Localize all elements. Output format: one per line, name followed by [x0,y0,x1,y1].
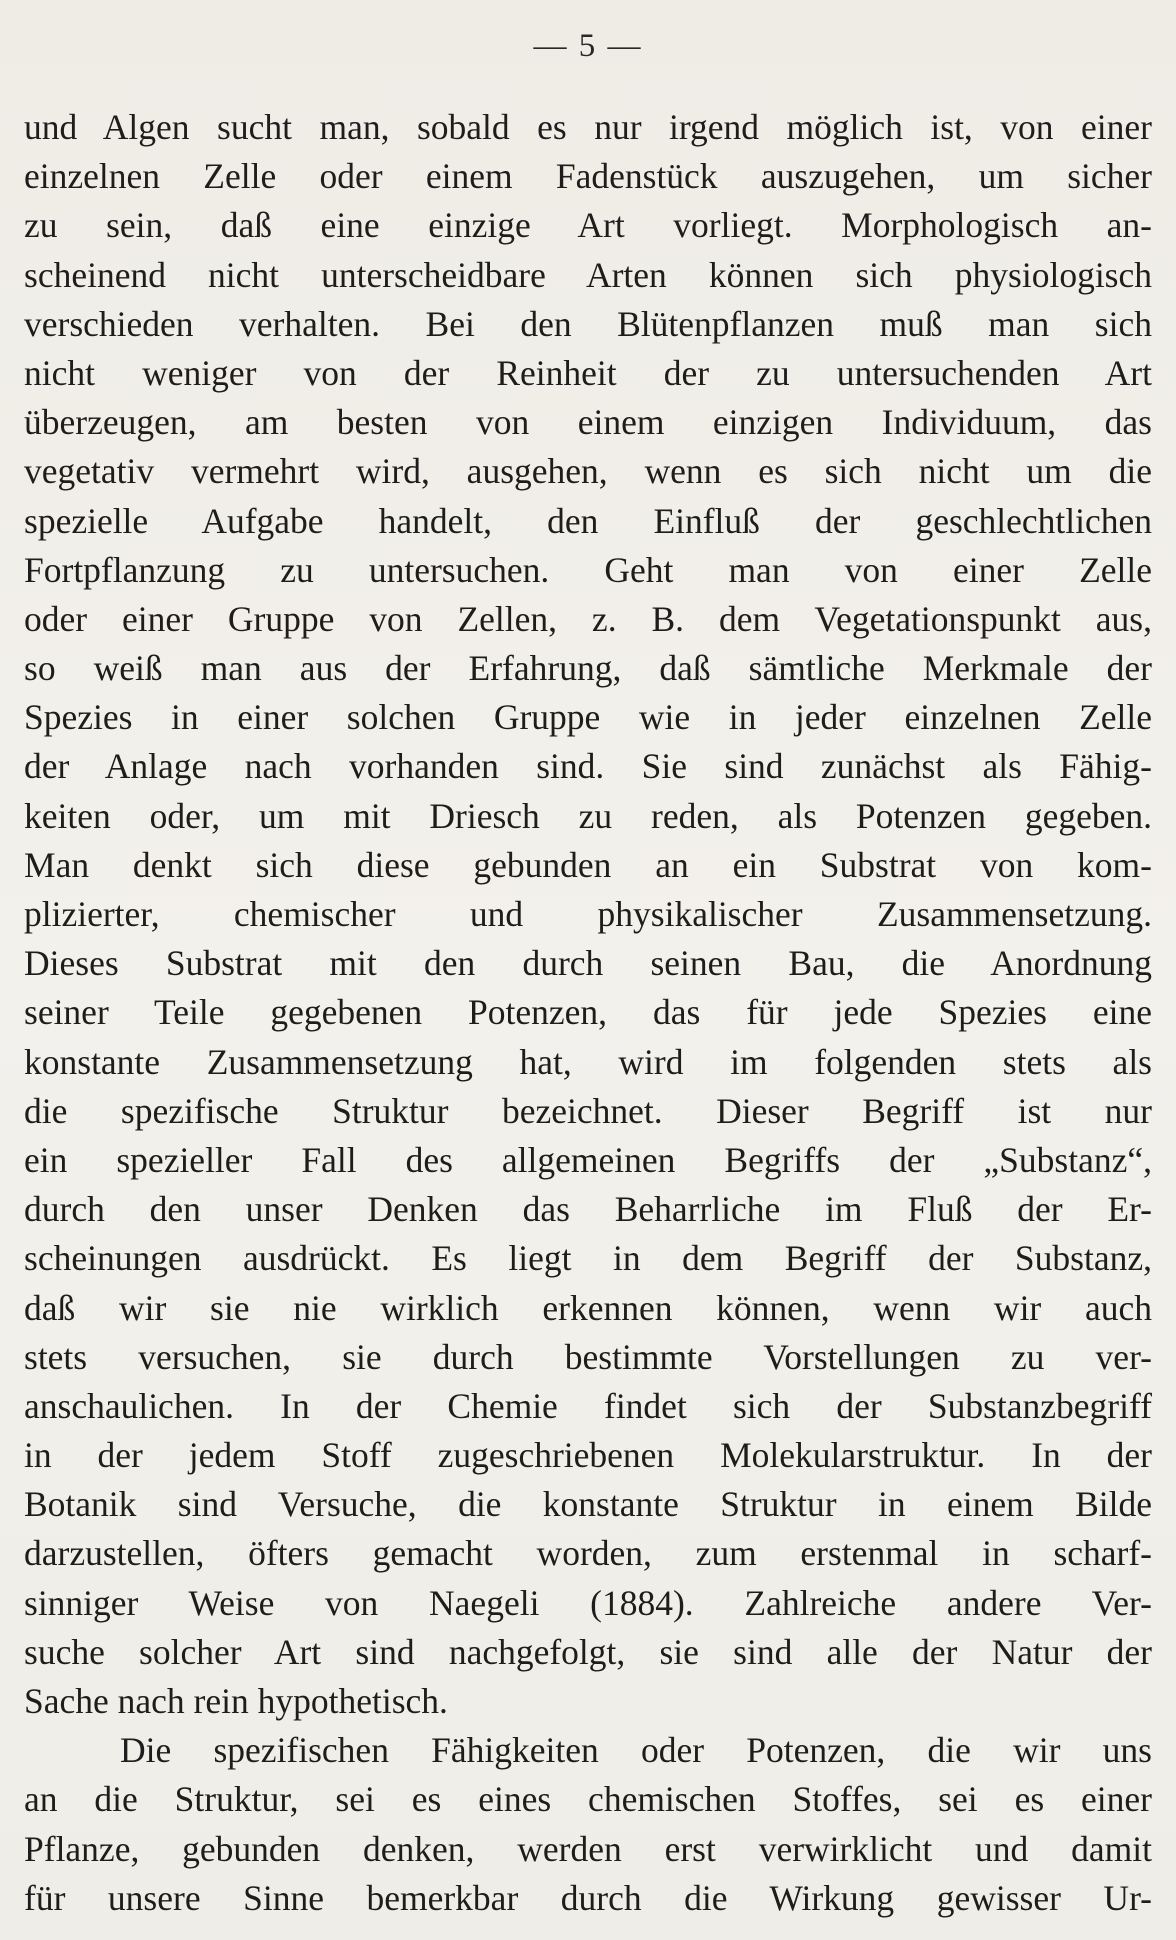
text-line: Man denkt sich diese gebunden an ein Substrat von kom- [24,844,1152,885]
paragraph-end-line: Sache nach rein hypothetisch. [24,1681,448,1721]
text-line: die spezifische Struktur bezeichnet. Dieser Begriff ist nur [24,1090,1152,1131]
text-line: seiner Teile gegebenen Potenzen, das für jede Spezies eine [24,992,1152,1033]
text-line: überzeugen, am besten von einem einzigen Individuum, das [24,402,1152,443]
text-line: zu sein, daß eine einzige Art vorliegt. Morphologisch an- [24,205,1152,246]
text-line: scheinend nicht unterscheidbare Arten können sich physiologisch [24,254,1152,295]
text-line: und Algen sucht man, sobald es nur irgend möglich ist, von einer [24,107,1152,147]
text-line: einzelnen Zelle oder einem Fadenstück auszugehen, um sicher [24,156,1152,197]
text-line: so weiß man aus der Erfahrung, daß sämtliche Merkmale der [24,648,1152,689]
text-line: in der jedem Stoff zugeschriebenen Molekularstruktur. In der [24,1435,1152,1476]
text-line: nicht weniger von der Reinheit der zu untersuchenden Art [24,352,1152,393]
text-line: oder einer Gruppe von Zellen, z. B. dem Vegetationspunkt aus, [24,598,1152,639]
text-line: scheinungen ausdrückt. Es liegt in dem Begriff der Substanz, [24,1238,1152,1279]
text-line: Pflanze, gebunden denken, werden erst verwirklicht und damit [24,1828,1152,1869]
text-line: plizierter, chemischer und physikalischer Zusammensetzung. [24,894,1152,934]
text-line: Spezies in einer solchen Gruppe wie in jeder einzelnen Zelle [24,697,1152,738]
paragraph-start-line: Die spezifischen Fähigkeiten oder Potenzen, die wir uns [120,1730,1152,1771]
text-line: ein spezieller Fall des allgemeinen Begriffs der „Substanz“, [24,1139,1152,1180]
text-line: stets versuchen, sie durch bestimmte Vorstellungen zu ver- [24,1336,1152,1377]
text-line: Fortpflanzung zu untersuchen. Geht man von einer Zelle [24,549,1152,590]
text-line: für unsere Sinne bemerkbar durch die Wirkung gewisser Ur- [24,1877,1152,1918]
text-line: daß wir sie nie wirklich erkennen können, wenn wir auch [24,1287,1152,1328]
text-line: vegetativ vermehrt wird, ausgehen, wenn es sich nicht um die [24,451,1152,492]
text-line: durch den unser Denken das Beharrliche im Fluß der Er- [24,1189,1152,1230]
text-line: der Anlage nach vorhanden sind. Sie sind zunächst als Fähig- [24,746,1152,787]
text-line: an die Struktur, sei es eines chemischen Stoffes, sei es einer [24,1779,1152,1820]
text-line: anschaulichen. In der Chemie findet sich der Substanzbegriff [24,1385,1152,1426]
text-line: Botanik sind Versuche, die konstante Struktur in einem Bilde [24,1484,1152,1525]
text-line: sinniger Weise von Naegeli (1884). Zahlreiche andere Ver- [24,1582,1152,1623]
text-line: konstante Zusammensetzung hat, wird im folgenden stets als [24,1041,1152,1082]
text-line: darzustellen, öfters gemacht worden, zum erstenmal in scharf- [24,1533,1152,1574]
text-line: verschieden verhalten. Bei den Blütenpflanzen muß man sich [24,303,1152,344]
text-line: suche solcher Art sind nachgefolgt, sie sind alle der Natur der [24,1631,1152,1672]
page-number-header: — 5 — [533,28,643,64]
text-line: spezielle Aufgabe handelt, den Einfluß der geschlechtlichen [24,500,1152,541]
body-text [24,103,1152,1923]
text-line: keiten oder, um mit Driesch zu reden, als Potenzen gegeben. [24,795,1152,836]
text-line: Dieses Substrat mit den durch seinen Bau, die Anordnung [24,943,1152,984]
